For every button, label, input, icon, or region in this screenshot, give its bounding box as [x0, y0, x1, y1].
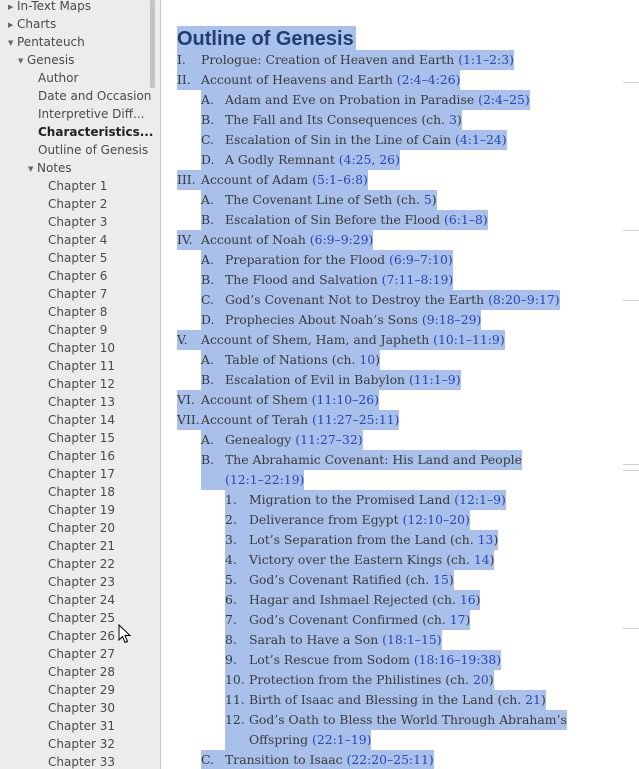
outline-row [201, 350, 380, 370]
sidebar-item-characteristics[interactable] [38, 123, 153, 141]
margin-rule [623, 230, 639, 231]
outline-number: I. [177, 52, 186, 67]
sidebar-item-label: Chapter 1 [48, 179, 108, 193]
outline-text: God’s Covenant Confirmed (ch. [249, 612, 450, 627]
sidebar-item-chapter-20[interactable] [48, 519, 115, 537]
outline-text-close: ) [475, 592, 481, 607]
sidebar-item-chapter-4[interactable] [48, 231, 107, 249]
outline-row [177, 390, 379, 410]
sidebar-item-label: Chapter 30 [48, 701, 116, 715]
sidebar-item-chapter-8[interactable] [48, 303, 107, 321]
outline-row [225, 730, 371, 750]
scripture-reference-link[interactable]: (12:1–9) [454, 492, 506, 507]
outline-text: Account of Shem [201, 392, 312, 407]
sidebar-item-label: Date and Occasion [38, 89, 152, 103]
outline-row [225, 490, 506, 510]
sidebar-item-label: Chapter 32 [48, 737, 116, 751]
outline-number: 10. [225, 672, 245, 687]
scripture-reference-link[interactable]: 16 [459, 592, 476, 607]
outline-number: A. [201, 432, 214, 447]
outline-text: Account of Terah [201, 412, 313, 427]
scripture-reference-link[interactable]: (6:1–8) [444, 212, 488, 227]
outline-row [201, 90, 530, 110]
outline-row [225, 590, 480, 610]
outline-row [225, 630, 442, 650]
sidebar-item-chapter-17[interactable] [48, 465, 115, 483]
outline-text: The Covenant Line of Seth (ch. [225, 192, 424, 207]
outline-text: Lot’s Separation from the Land (ch. [249, 532, 478, 547]
sidebar-item-label: Pentateuch [17, 35, 85, 49]
sidebar-item-label: In-Text Maps [17, 0, 92, 13]
scripture-reference-link[interactable]: 13 [477, 532, 494, 547]
outline-row [201, 250, 453, 270]
scripture-reference-link[interactable]: 14 [473, 552, 490, 567]
outline-number: A. [201, 192, 214, 207]
sidebar-item-in-text-maps[interactable] [8, 0, 91, 15]
outline-number: 5. [225, 572, 237, 587]
outline-number: III. [177, 172, 196, 187]
outline-number: D. [201, 312, 215, 327]
outline-number: VII. [177, 412, 200, 427]
sidebar-item-label: Chapter 19 [48, 503, 116, 517]
sidebar-item-chapter-12[interactable] [48, 375, 115, 393]
sidebar-item-label: Chapter 20 [48, 521, 116, 535]
margin-rule [623, 82, 639, 83]
outline-row [201, 210, 488, 230]
triangle-down-icon[interactable]: ▼ [18, 57, 24, 65]
sidebar-item-pentateuch[interactable] [8, 33, 85, 51]
sidebar-item-label: Chapter 16 [48, 449, 116, 463]
outline-row [201, 470, 304, 490]
sidebar-item-label: Chapter 15 [48, 431, 116, 445]
scripture-reference-link[interactable]: (11:10–26) [311, 392, 379, 407]
sidebar-item-chapter-6[interactable] [48, 267, 107, 285]
sidebar-item-label: Chapter 14 [48, 413, 116, 427]
sidebar-item-label: Chapter 4 [48, 233, 108, 247]
margin-rule [623, 464, 639, 465]
outline-row [225, 510, 470, 530]
sidebar-item-chapter-22[interactable] [48, 555, 115, 573]
outline-text-close: ) [488, 672, 494, 687]
outline-number: 6. [225, 592, 237, 607]
margin-rule [623, 470, 639, 471]
outline-number: 11. [225, 692, 245, 707]
triangle-right-icon[interactable]: ▶ [8, 21, 14, 29]
outline-row [177, 50, 514, 70]
scripture-reference-link[interactable]: 17 [449, 612, 466, 627]
sidebar-item-label: Chapter 9 [48, 323, 108, 337]
scripture-reference-link[interactable]: (4:1–24) [455, 132, 507, 147]
sidebar-item-label: Chapter 17 [48, 467, 116, 481]
outline-row [201, 190, 437, 210]
outline-number: 4. [225, 552, 237, 567]
outline-text: God’s Oath to Bless the World Through Abraham’s [249, 712, 567, 727]
sidebar-item-label: Chapter 18 [48, 485, 116, 499]
scripture-reference-link[interactable]: 10 [359, 352, 376, 367]
sidebar-item-label: Author [38, 71, 79, 85]
outline-text-close: ) [465, 612, 471, 627]
outline-number: 7. [225, 612, 237, 627]
outline-row [201, 150, 400, 170]
sidebar-item-label: Chapter 26 [48, 629, 116, 643]
outline-row [201, 370, 461, 390]
outline-row [201, 750, 434, 769]
sidebar-item-label: Chapter 13 [48, 395, 116, 409]
sidebar-item-chapter-14[interactable] [48, 411, 115, 429]
sidebar-item-label: Chapter 5 [48, 251, 108, 265]
sidebar-item-label: Characteristics... [38, 125, 154, 139]
outline-text-close: ) [448, 572, 454, 587]
sidebar-item-label: Notes [37, 161, 72, 175]
sidebar-item-chapter-31[interactable] [48, 717, 115, 735]
sidebar-item-label: Chapter 21 [48, 539, 116, 553]
outline-text: Account of Noah [201, 232, 310, 247]
scripture-reference-link[interactable]: (11:1–9) [408, 372, 461, 387]
outline-text-close: ) [456, 112, 462, 127]
document-pane [161, 0, 639, 769]
sidebar-item-label: Chapter 12 [48, 377, 116, 391]
sidebar-item-label: Chapter 3 [48, 215, 108, 229]
outline-text: Sarah to Have a Son [249, 632, 383, 647]
outline-text: Deliverance from Egypt [249, 512, 403, 527]
outline-text: The Fall and Its Consequences (ch. [225, 112, 449, 127]
sidebar-item-label: Charts [17, 17, 57, 31]
outline-text: A Godly Remnant [225, 152, 339, 167]
outline-text: Table of Nations (ch. [225, 352, 360, 367]
outline-row [201, 450, 522, 470]
outline-text: Lot’s Rescue from Sodom [249, 652, 414, 667]
scripture-reference-link[interactable]: (2:4–25) [478, 92, 530, 107]
sidebar-scrollbar-thumb[interactable] [150, 0, 155, 88]
scripture-reference-link[interactable]: (22:1–19) [312, 732, 372, 747]
outline-text: Escalation of Evil in Babylon [225, 372, 409, 387]
outline-text: Adam and Eve on Probation in Paradise [225, 92, 479, 107]
scripture-reference-link[interactable]: 3 [448, 112, 457, 127]
sidebar-item-label: Chapter 6 [48, 269, 108, 283]
outline-text: Prologue: Creation of Heaven and Earth [201, 52, 459, 67]
mouse-pointer-icon [118, 624, 132, 644]
outline-text: Escalation of Sin Before the Flood [225, 212, 445, 227]
sidebar-item-chapter-5[interactable] [48, 249, 107, 267]
outline-row [201, 290, 560, 310]
outline-row [225, 610, 470, 630]
sidebar-item-label: Chapter 10 [48, 341, 116, 355]
outline-text: Escalation of Sin in the Line of Cain [225, 132, 456, 147]
sidebar-item-chapter-21[interactable] [48, 537, 115, 555]
scripture-reference-link[interactable]: (8:20–9:17) [488, 292, 560, 307]
sidebar-item-genesis[interactable] [18, 51, 75, 69]
scripture-reference-link[interactable]: (22:20–25:11) [346, 752, 434, 767]
scripture-reference-link[interactable]: (9:18–29) [421, 312, 482, 327]
outline-number: B. [201, 272, 215, 287]
sidebar-item-label: Chapter 33 [48, 755, 116, 769]
outline-number: 2. [225, 512, 237, 527]
outline-number: B. [201, 112, 215, 127]
outline-text: The Abrahamic Covenant: His Land and People [225, 452, 522, 467]
scripture-reference-link[interactable]: 15 [433, 572, 449, 587]
outline-text: Transition to Isaac [225, 752, 347, 767]
sidebar-item-label: Chapter 23 [48, 575, 116, 589]
scripture-reference-link[interactable]: (4:25, 26) [338, 152, 400, 167]
outline-text: The Flood and Salvation [225, 272, 382, 287]
scripture-reference-link[interactable]: (7:11–8:19) [381, 272, 454, 287]
sidebar-item-chapter-9[interactable] [48, 321, 107, 339]
scripture-reference-link[interactable]: (11:27–32) [295, 432, 363, 447]
sidebar-item-author[interactable] [38, 69, 78, 87]
sidebar-item-label: Chapter 24 [48, 593, 116, 607]
sidebar-item-chapter-3[interactable] [48, 213, 107, 231]
sidebar-item-chapter-10[interactable] [48, 339, 115, 357]
sidebar-item-chapter-23[interactable] [48, 573, 115, 591]
outline-row [177, 170, 368, 190]
sidebar-item-chapter-33[interactable] [48, 753, 115, 769]
scripture-reference-link[interactable]: (2:4–4:26) [396, 72, 461, 87]
sidebar-item-chapter-29[interactable] [48, 681, 115, 699]
outline-row [225, 570, 454, 590]
outline-row [201, 110, 462, 130]
scripture-reference-link[interactable]: (11:27–25:11) [312, 412, 400, 427]
outline-text: Account of Shem, Ham, and Japheth [201, 332, 434, 347]
outline-text: Account of Adam [201, 172, 313, 187]
scripture-reference-link[interactable]: 5 [423, 192, 432, 207]
sidebar-item-label: Chapter 8 [48, 305, 108, 319]
outline-row [225, 550, 494, 570]
sidebar-item-chapter-25[interactable] [48, 609, 115, 627]
outline-row [201, 430, 363, 450]
outline-row [225, 670, 494, 690]
sidebar-item-label: Chapter 2 [48, 197, 108, 211]
scripture-reference-link[interactable]: (1:1–2:3) [458, 52, 514, 67]
sidebar-item-label: Chapter 7 [48, 287, 108, 301]
sidebar-item-label: Chapter 25 [48, 611, 116, 625]
sidebar-item-chapter-11[interactable] [48, 357, 115, 375]
page-title: Outline of Genesis [177, 28, 354, 50]
outline-text: Preparation for the Flood [225, 252, 390, 267]
triangle-down-icon[interactable]: ▼ [8, 39, 14, 47]
outline-text: Protection from the Philistines (ch. [249, 672, 473, 687]
outline-text-close: ) [375, 352, 381, 367]
sidebar-item-chapter-24[interactable] [48, 591, 115, 609]
outline-row [177, 230, 373, 250]
outline-row [177, 70, 460, 90]
sidebar-item-chapter-28[interactable] [48, 663, 115, 681]
scripture-reference-link[interactable]: (18:1–15) [382, 632, 442, 647]
outline-number: C. [201, 752, 214, 767]
sidebar-item-interpretive-diff[interactable] [38, 105, 144, 123]
outline-row [225, 650, 501, 670]
outline-number: C. [201, 132, 214, 147]
outline-number: 1. [225, 492, 237, 507]
outline-row [225, 690, 546, 710]
scripture-reference-link[interactable]: (5:1–6:8) [312, 172, 368, 187]
outline-text-close: ) [489, 552, 495, 567]
scripture-reference-link[interactable]: (6:9–9:29) [309, 232, 374, 247]
outline-text: Genealogy [225, 432, 296, 447]
sidebar-item-label: Chapter 11 [48, 359, 116, 373]
outline-row [177, 330, 505, 350]
sidebar-item-notes[interactable] [28, 159, 72, 177]
sidebar-item-label: Chapter 31 [48, 719, 116, 733]
outline-number: 12. [225, 712, 245, 727]
outline-text-close: ) [431, 192, 437, 207]
outline-number: 3. [225, 532, 237, 547]
sidebar-item-label: Chapter 28 [48, 665, 116, 679]
outline-row [225, 710, 567, 730]
scripture-reference-link[interactable]: (6:9–7:10) [389, 252, 453, 267]
sidebar-item-chapter-32[interactable] [48, 735, 115, 753]
margin-rule [623, 300, 639, 301]
sidebar-item-chapter-16[interactable] [48, 447, 115, 465]
sidebar-item-chapter-30[interactable] [48, 699, 115, 717]
sidebar-item-chapter-7[interactable] [48, 285, 107, 303]
outline-number: D. [201, 152, 215, 167]
outline-row [225, 530, 498, 550]
outline-text-close: ) [493, 532, 499, 547]
outline-number: A. [201, 92, 214, 107]
sidebar-item-label: Chapter 27 [48, 647, 116, 661]
outline-text: Birth of Isaac and Blessing in the Land (ch. [249, 692, 526, 707]
sidebar-item-chapter-15[interactable] [48, 429, 115, 447]
outline-text: Offspring [249, 732, 312, 747]
sidebar-item-chapter-18[interactable] [48, 483, 115, 501]
outline-number: VI. [177, 392, 195, 407]
outline-text-close: ) [540, 692, 546, 707]
scripture-reference-link[interactable]: 20 [472, 672, 489, 687]
triangle-down-icon[interactable]: ▼ [28, 165, 34, 173]
outline-row [201, 310, 481, 330]
sidebar-item-chapter-27[interactable] [48, 645, 115, 663]
outline-number: 8. [225, 632, 237, 647]
outline-number: 9. [225, 652, 237, 667]
sidebar-item-label: Genesis [27, 53, 75, 67]
outline-number: V. [177, 332, 188, 347]
outline-number: A. [201, 352, 214, 367]
sidebar-item-chapter-19[interactable] [48, 501, 115, 519]
outline-text: Victory over the Eastern Kings (ch. [249, 552, 474, 567]
outline-number: IV. [177, 232, 193, 247]
sidebar-item-charts[interactable] [8, 15, 56, 33]
outline-number: B. [201, 372, 215, 387]
sidebar-item-chapter-26[interactable] [48, 627, 115, 645]
outline-number: B. [201, 212, 215, 227]
margin-rule [623, 628, 639, 629]
scripture-reference-link[interactable]: 21 [525, 692, 541, 707]
sidebar-item-label: Outline of Genesis [38, 143, 149, 157]
outline-number: B. [201, 452, 215, 467]
sidebar-item-chapter-1[interactable] [48, 177, 107, 195]
scripture-reference-link[interactable]: (18:16–19:38) [413, 652, 502, 667]
outline-text: God’s Covenant Not to Destroy the Earth [225, 292, 489, 307]
outline-text: Migration to the Promised Land [249, 492, 455, 507]
sidebar-item-chapter-13[interactable] [48, 393, 115, 411]
navigation-sidebar [0, 0, 161, 769]
outline-number: A. [201, 252, 214, 267]
sidebar-item-outline-of-genesis[interactable] [38, 141, 148, 159]
sidebar-item-label: Interpretive Diff... [38, 107, 145, 121]
outline-text: God’s Covenant Ratified (ch. [249, 572, 434, 587]
outline-row [201, 270, 453, 290]
sidebar-item-label: Chapter 29 [48, 683, 116, 697]
scripture-reference-link[interactable]: (12:1–22:19) [225, 472, 305, 487]
scripture-reference-link[interactable]: (10:1–11:9) [433, 332, 505, 347]
scripture-reference-link[interactable]: (12:10–20) [402, 512, 470, 527]
outline-row [201, 130, 507, 150]
sidebar-item-label: Chapter 22 [48, 557, 116, 571]
sidebar-item-chapter-2[interactable] [48, 195, 107, 213]
outline-row [177, 410, 399, 430]
outline-number: C. [201, 292, 214, 307]
outline-text: Hagar and Ishmael Rejected (ch. [249, 592, 460, 607]
triangle-right-icon[interactable]: ▶ [8, 3, 14, 11]
outline-text: Account of Heavens and Earth [201, 72, 397, 87]
outline-text: Prophecies About Noah’s Sons [225, 312, 422, 327]
outline-number: II. [177, 72, 191, 87]
sidebar-item-date-and-occasion[interactable] [38, 87, 151, 105]
